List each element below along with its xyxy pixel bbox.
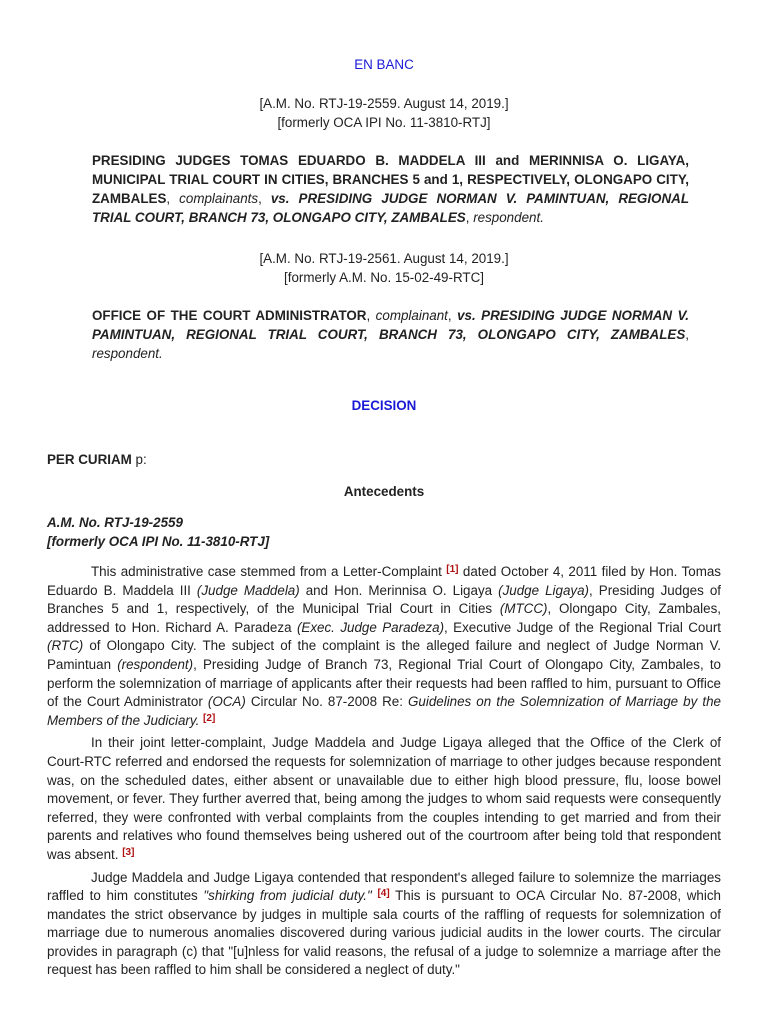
am-number: A.M. No. RTJ-19-2559	[47, 515, 183, 530]
per-curiam-line	[47, 451, 147, 470]
versus-2: vs.	[457, 308, 476, 323]
footnote-link-4[interactable]: [4]	[377, 888, 390, 900]
case-formerly-1: [formerly OCA IPI No. 11-3810-RTJ]	[277, 114, 491, 130]
case-reference-1	[0, 95, 768, 132]
complainant-name-2: OFFICE OF THE COURT ADMINISTRATOR	[92, 308, 367, 323]
paragraph-1: This administrative case stemmed from a Letter-Complaint [1] dated October 4, 2011 filed by Hon. Tomas Eduardo B. Maddela III (Judge Maddela) and Hon. Merinnisa O. Ligaya (Judge Ligaya), Presiding Judges of Branches 5 and 1, respectively, of the Municipal Trial Court in Cities (MTCC), Olongapo City, Zambales, addressed to Hon. Richard A. Paradeza (Exec. Judge Paradeza), Executive Judge of the Regional Trial Court (RTC) of Olongapo City. The subject of the complaint is the alleged failure and neglect of Judge Norman V. Pamintuan (respondent), Presiding Judge of Branch 73, Regional Trial Court of Olongapo City, Zambales, to perform the solemnization of marriage of applicants after their requests had been raffled to him, pursuant to Office of the Court Administrator (OCA) Circular No. 87-2008 Re: Guidelines on the Solemnization of Marriage by the Members of the Judiciary. [2]	[47, 564, 721, 728]
complainant-role-2: complainant	[375, 308, 448, 323]
respondent-role-2: respondent.	[92, 346, 163, 361]
respondent-name-1: PRESIDING JUDGE NORMAN V. PAMINTUAN, REGIONAL TRIAL COURT, BRANCH 73, OLONGAPO CITY, ZAMBALES	[92, 191, 689, 225]
case-parties-2: OFFICE OF THE COURT ADMINISTRATOR, complainant, vs. PRESIDING JUDGE NORMAN V. PAMINTUAN, REGIONAL TRIAL COURT, BRANCH 73, OLONGAPO CITY, ZAMBALES, respondent.	[92, 308, 689, 361]
case-reference-2	[0, 250, 768, 287]
case-number-1: [A.M. No. RTJ-19-2559. August 14, 2019.]	[259, 96, 509, 111]
complainants-names: PRESIDING JUDGES TOMAS EDUARDO B. MADDELA III and MERINNISA O. LIGAYA, MUNICIPAL TRIAL COURT IN CITIES, BRANCHES 5 and 1, RESPECTIVELY, OLONGAPO CITY, ZAMBALES	[92, 153, 689, 206]
versus-1: vs.	[270, 191, 290, 206]
am-number-heading	[47, 514, 269, 551]
en-banc-heading: EN BANC	[354, 57, 414, 72]
antecedents-heading: Antecedents	[343, 484, 425, 499]
decision-body	[47, 563, 721, 984]
footnote-link-1[interactable]: [1]	[446, 564, 459, 575]
case-formerly-2: [formerly A.M. No. 15-02-49-RTC]	[284, 269, 484, 285]
paragraph-3: Judge Maddela and Judge Ligaya contended that respondent's alleged failure to solemnize the marriages raffled to him constitutes "shirking from judicial duty." [4] This is pursuant to OCA Circular No. 87-2008, which mandates the strict observance by judges in multiple sala courts of the raffling of requests for solemnization of marriage due to numerous anomalies discovered during various judicial audits in the lower courts. The circular provides in paragraph (c) that "[u]nless for valid reasons, the refusal of a judge to solemnize a marriage after the request has been raffled to him shall be considered a neglect of duty."	[47, 869, 721, 978]
decision-heading: DECISION	[351, 398, 417, 413]
respondent-name-2: PRESIDING JUDGE NORMAN V. PAMINTUAN, REGIONAL TRIAL COURT, BRANCH 73, OLONGAPO CITY, ZAMBALES	[92, 308, 689, 342]
per-curiam-label: PER CURIAM	[47, 452, 132, 467]
complainants-role: complainants	[179, 191, 259, 206]
per-curiam-suffix: p:	[135, 452, 147, 467]
case-parties-1: PRESIDING JUDGES TOMAS EDUARDO B. MADDELA III and MERINNISA O. LIGAYA, MUNICIPAL TRIAL COURT IN CITIES, BRANCHES 5 and 1, RESPECTIVELY, OLONGAPO CITY, ZAMBALES, complainants, vs. PRESIDING JUDGE NORMAN V. PAMINTUAN, REGIONAL TRIAL COURT, BRANCH 73, OLONGAPO CITY, ZAMBALES, respondent.	[92, 153, 689, 225]
respondent-role-1: respondent.	[473, 210, 544, 225]
am-formerly: [formerly OCA IPI No. 11-3810-RTJ]	[47, 533, 270, 549]
paragraph-2: In their joint letter-complaint, Judge Maddela and Judge Ligaya alleged that the Office of the Clerk of Court-RTC referred and endorsed the requests for solemnization of marriage to other judges because respondent was, on the scheduled dates, either absent or unavailable due to either high blood pressure, flu, loose bowel movement, or fever. They further averred that, being among the judges to whom said requests were consequently referred, they were confronted with verbal complaints from the couples intending to get married and from their parents and relatives who found themselves being ushered out of the courtroom after being told that respondent was absent. [3]	[47, 735, 721, 862]
case-number-2: [A.M. No. RTJ-19-2561. August 14, 2019.]	[259, 251, 509, 266]
footnote-link-3[interactable]: [3]	[122, 846, 135, 858]
footnote-link-2[interactable]: [2]	[203, 712, 216, 724]
